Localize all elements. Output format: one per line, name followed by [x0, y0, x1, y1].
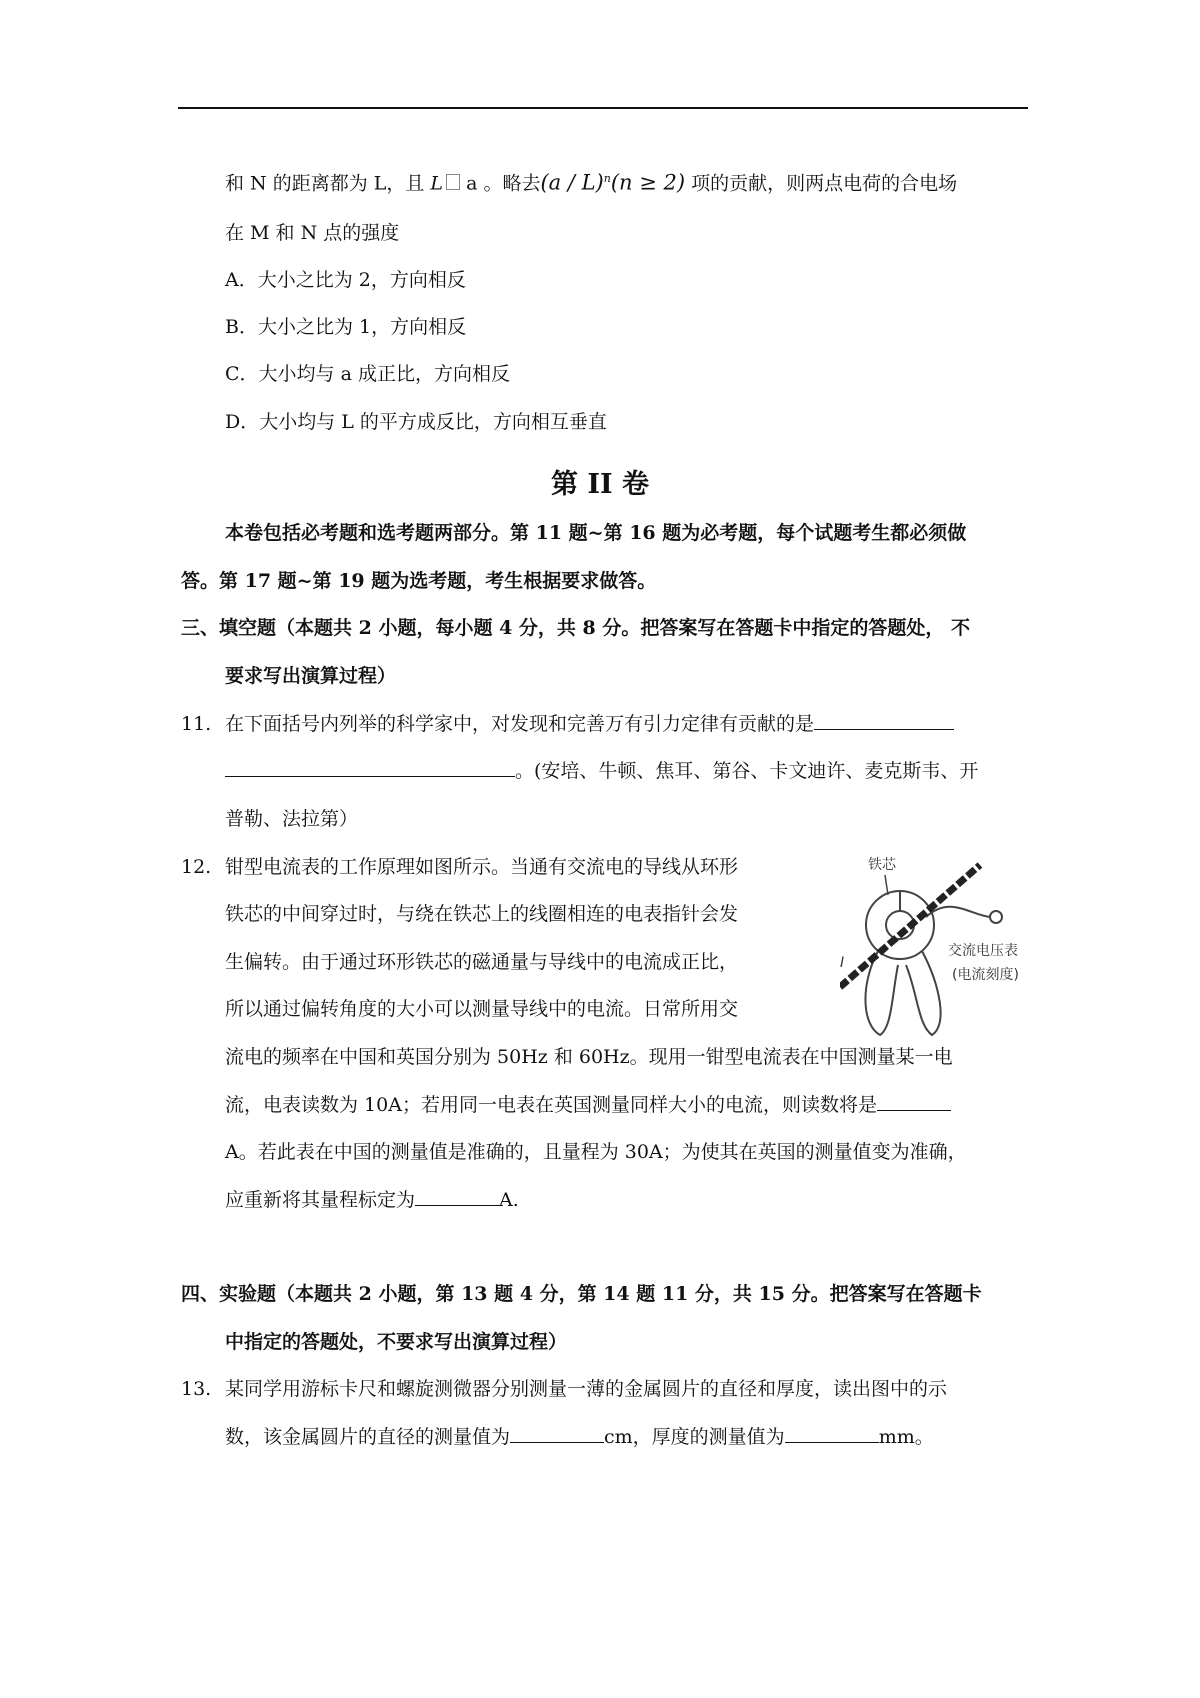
answer-blank[interactable]	[510, 1424, 604, 1443]
label-iron-core: 铁芯	[868, 857, 896, 873]
question-12-line-2: 铁芯的中间穿过时，与绕在铁芯上的线圈相连的电表指针会发	[225, 903, 739, 925]
text-segment: 流，电表读数为 10A；若用同一电表在英国测量同样大小的电流，则读数将是	[225, 1094, 877, 1116]
header-rule	[178, 107, 1028, 109]
text-segment: 应重新将其量程标定为	[225, 1189, 416, 1211]
question-13-line-2	[225, 1424, 934, 1450]
part-3-heading-line-1: 三、填空题（本题共 2 小题，每小题 4 分，共 8 分。把答案写在答题卡中指定的答题处， 不	[181, 617, 970, 639]
section-title: 第 II 卷	[550, 469, 650, 500]
option-d: D．大小均与 L 的平方成反比，方向相互垂直	[225, 411, 607, 433]
question-12-line-6	[225, 1092, 951, 1118]
math-condition: (n ≥ 2)	[610, 170, 686, 195]
text-segment: 钳型电流表的工作原理如图所示。当通有交流电的导线从环形	[225, 856, 739, 878]
answer-blank[interactable]	[785, 1424, 879, 1443]
text-segment: 某同学用游标卡尺和螺旋测微器分别测量一薄的金属圆片的直径和厚度，读出图中的示	[225, 1378, 948, 1400]
question-13-line-1	[181, 1376, 947, 1402]
answer-blank[interactable]	[415, 1187, 499, 1206]
question-number: 13.	[181, 1378, 212, 1400]
question-10-continuation-line-2: 在 M 和 N 点的强度	[225, 222, 400, 244]
question-12-line-1	[181, 854, 738, 880]
meter-dial	[990, 911, 1002, 923]
text-segment: cm，厚度的测量值为	[604, 1426, 785, 1448]
part-3-heading-line-2: 要求写出演算过程）	[225, 665, 397, 687]
text-segment: 和 N 的距离都为 L，且	[225, 172, 431, 195]
text-segment: 数，该金属圆片的直径的测量值为	[225, 1426, 511, 1448]
math-exponent: n	[603, 172, 611, 185]
text-segment: mm。	[878, 1426, 934, 1448]
missing-glyph	[446, 174, 460, 190]
option-c: C．大小均与 a 成正比，方向相反	[225, 363, 510, 385]
option-b: B．大小之比为 1，方向相反	[225, 316, 467, 338]
part-4-heading-line-1: 四、实验题（本题共 2 小题，第 13 题 4 分，第 14 题 11 分，共 15 分。把答案写在答题卡	[181, 1283, 982, 1305]
question-11-line-2	[225, 758, 978, 784]
text-segment: 在下面括号内列举的科学家中，对发现和完善万有引力定律有贡献的是	[225, 713, 815, 735]
question-12-line-3: 生偏转。由于通过环形铁芯的磁通量与导线中的电流成正比，	[225, 951, 739, 973]
question-12-line-4: 所以通过偏转角度的大小可以测量导线中的电流。日常所用交	[225, 998, 739, 1020]
text-segment: 。(安培、牛顿、焦耳、第谷、卡文迪许、麦克斯韦、开	[515, 760, 979, 782]
intro-line-1: 本卷包括必考题和选考题两部分。第 11 题~第 16 题为必考题，每个试题考生都必须做	[225, 522, 967, 544]
part-4-heading-line-2: 中指定的答题处，不要求写出演算过程）	[225, 1331, 568, 1353]
question-number: 12.	[181, 856, 212, 878]
answer-blank[interactable]	[814, 711, 954, 730]
question-11-line-3: 普勒、法拉第）	[225, 808, 359, 830]
question-12-line-8	[225, 1187, 519, 1213]
right-handle	[906, 951, 941, 1035]
question-10-continuation-line-1	[225, 166, 957, 196]
core-leader-line	[885, 875, 888, 895]
question-number: 11.	[181, 713, 212, 735]
clamp-meter-figure	[840, 855, 1050, 1045]
answer-blank[interactable]	[225, 758, 515, 777]
label-current: I	[840, 955, 845, 971]
math-L: L	[430, 172, 444, 195]
option-a: A．大小之比为 2，方向相反	[225, 269, 466, 291]
answer-blank[interactable]	[877, 1092, 951, 1111]
text-segment: 项的贡献，则两点电荷的合电场	[685, 172, 958, 195]
question-12-line-5: 流电的频率在中国和英国分别为 50Hz 和 60Hz。现用一钳型电流表在中国测量某一电	[225, 1046, 953, 1068]
text-segment: a 。略去	[460, 172, 541, 195]
math-ratio: (a / L)	[540, 170, 604, 195]
left-handle	[865, 951, 898, 1035]
intro-line-2: 答。第 17 题~第 19 题为选考题，考生根据要求做答。	[181, 570, 657, 592]
label-ac-meter: 交流电压表	[948, 943, 1018, 959]
question-12-line-7: A。若此表在中国的测量值是准确的，且量程为 30A；为使其在英国的测量值变为准确，	[225, 1141, 967, 1163]
question-11-line-1	[181, 711, 954, 737]
label-current-scale: (电流刻度)	[952, 967, 1019, 983]
text-segment: A.	[499, 1189, 519, 1211]
